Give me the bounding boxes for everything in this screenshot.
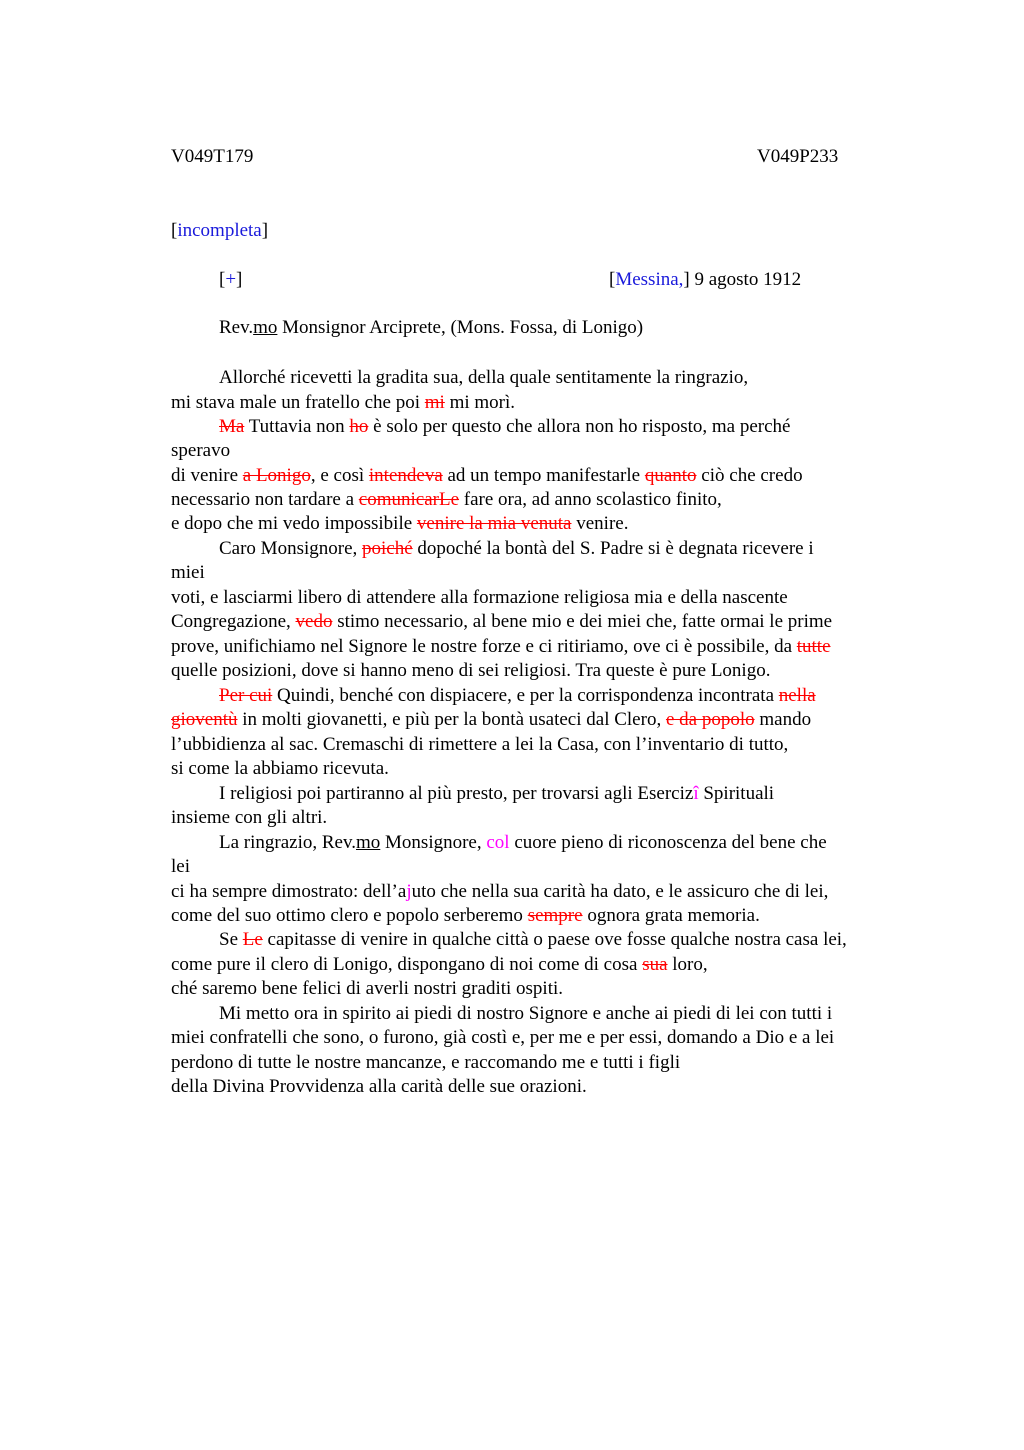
deleted-text: tutte xyxy=(796,636,831,657)
text-line: necessario non tardare a comunicarLe fare ora, ad anno scolastico finito, xyxy=(171,489,722,510)
inserted-text: î xyxy=(693,783,699,804)
text-line: Congregazione, vedo stimo necessario, al bene mio e dei miei che, fatte ormai le prime xyxy=(171,611,833,632)
text-line: Ma Tuttavia non ho è solo per questo che allora non ho risposto, ma perché xyxy=(219,416,791,437)
text-line: l’ubbidienza al sac. Cremaschi di rimettere a lei la Casa, con l’inventario di tutto, xyxy=(171,734,789,755)
text-line: come del suo ottimo clero e popolo serberemo sempre ognora grata memoria. xyxy=(171,905,760,926)
inserted-text: j xyxy=(406,881,412,902)
deleted-text: mi xyxy=(424,392,445,413)
text-line: miei confratelli che sono, o furono, già costì e, per me e per essi, domando a Dio e a lei xyxy=(171,1027,835,1048)
text-line: gioventù in molti giovanetti, e più per la bontà usateci dal Clero, e da popolo mando xyxy=(171,709,812,730)
text-line: si come la abbiamo ricevuta. xyxy=(171,758,389,779)
text-line: La ringrazio, Rev.mo Monsignore, col cuore pieno di riconoscenza del bene che xyxy=(219,832,827,853)
deleted-text: e da popolo xyxy=(665,709,755,730)
plus-mark: [+] xyxy=(219,269,243,290)
text-line: prove, unifichiamo nel Signore le nostre forze e ci ritiriamo, ove ci è possibile, da tutte xyxy=(171,636,831,657)
deleted-text: Le xyxy=(242,929,263,950)
text-line: perdono di tutte le nostre mancanze, e raccomando me e tutti i figli xyxy=(171,1052,681,1073)
deleted-text: a Lonigo xyxy=(242,465,311,486)
inserted-text: col xyxy=(486,832,510,853)
text-line: ci ha sempre dimostrato: dell’ajuto che nella sua carità ha dato, e le assicuro che di lei, xyxy=(171,881,829,902)
incompleta-note: [incompleta] xyxy=(171,220,269,241)
text-line: come pure il clero di Lonigo, dispongano di noi come di cosa sua loro, xyxy=(171,954,708,975)
deleted-text: ho xyxy=(349,416,369,437)
text-line: della Divina Provvidenza alla carità delle sue orazioni. xyxy=(171,1076,587,1097)
place-name: Messina, xyxy=(615,269,684,290)
header-right-code: V049P233 xyxy=(757,146,839,167)
header-left-code: V049T179 xyxy=(171,146,254,167)
deleted-text: venire la mia venuta xyxy=(416,513,572,534)
salutation: Rev.mo Monsignor Arciprete, (Mons. Fossa, di Lonigo) xyxy=(219,317,644,338)
text-line: di venire a Lonigo, e così intendeva ad un tempo manifestarle quanto ciò che credo xyxy=(171,465,803,486)
deleted-text: nella xyxy=(778,685,816,706)
text-line: mi stava male un fratello che poi mi mi morì. xyxy=(171,392,516,413)
deleted-text: comunicarLe xyxy=(358,489,460,510)
text-line: insieme con gli altri. xyxy=(171,807,328,828)
text-line: lei xyxy=(171,856,190,877)
text-line: miei xyxy=(171,562,205,583)
text-line: Se Le capitasse di venire in qualche città o paese ove fosse qualche nostra casa lei, xyxy=(219,929,847,950)
dateline: [Messina,] 9 agosto 1912 xyxy=(609,269,802,290)
text-line: Per cui Quindi, benché con dispiacere, e per la corrispondenza incontrata nella xyxy=(219,685,816,706)
date: 9 agosto 1912 xyxy=(689,269,802,290)
deleted-text: sempre xyxy=(527,905,583,926)
text-line: voti, e lasciarmi libero di attendere alla formazione religiosa mia e della nascente xyxy=(171,587,788,608)
text-line: ché saremo bene felici di averli nostri graditi ospiti. xyxy=(171,978,564,999)
deleted-text: Ma xyxy=(219,416,245,437)
text-line: Caro Monsignore, poiché dopoché la bontà del S. Padre si è degnata ricevere i xyxy=(219,538,814,559)
deleted-text: intendeva xyxy=(368,465,443,486)
deleted-text: gioventù xyxy=(171,709,238,730)
text-line: Allorché ricevetti la gradita sua, della quale sentitamente la ringrazio, xyxy=(219,367,749,388)
text-line: e dopo che mi vedo impossibile venire la mia venuta venire. xyxy=(171,513,629,534)
deleted-text: Per cui xyxy=(219,685,273,706)
text-line: quelle posizioni, dove si hanno meno di sei religiosi. Tra queste è pure Lonigo. xyxy=(171,660,771,681)
text-line: I religiosi poi partiranno al più presto, per trovarsi agli Esercizî Spirituali xyxy=(219,783,775,804)
deleted-text: vedo xyxy=(295,611,333,632)
deleted-text: quanto xyxy=(644,465,697,486)
deleted-text: sua xyxy=(642,954,668,975)
text-line: speravo xyxy=(171,440,231,461)
text-line: Mi metto ora in spirito ai piedi di nostro Signore e anche ai piedi di lei con tutti i xyxy=(219,1003,833,1024)
deleted-text: poiché xyxy=(362,538,413,559)
